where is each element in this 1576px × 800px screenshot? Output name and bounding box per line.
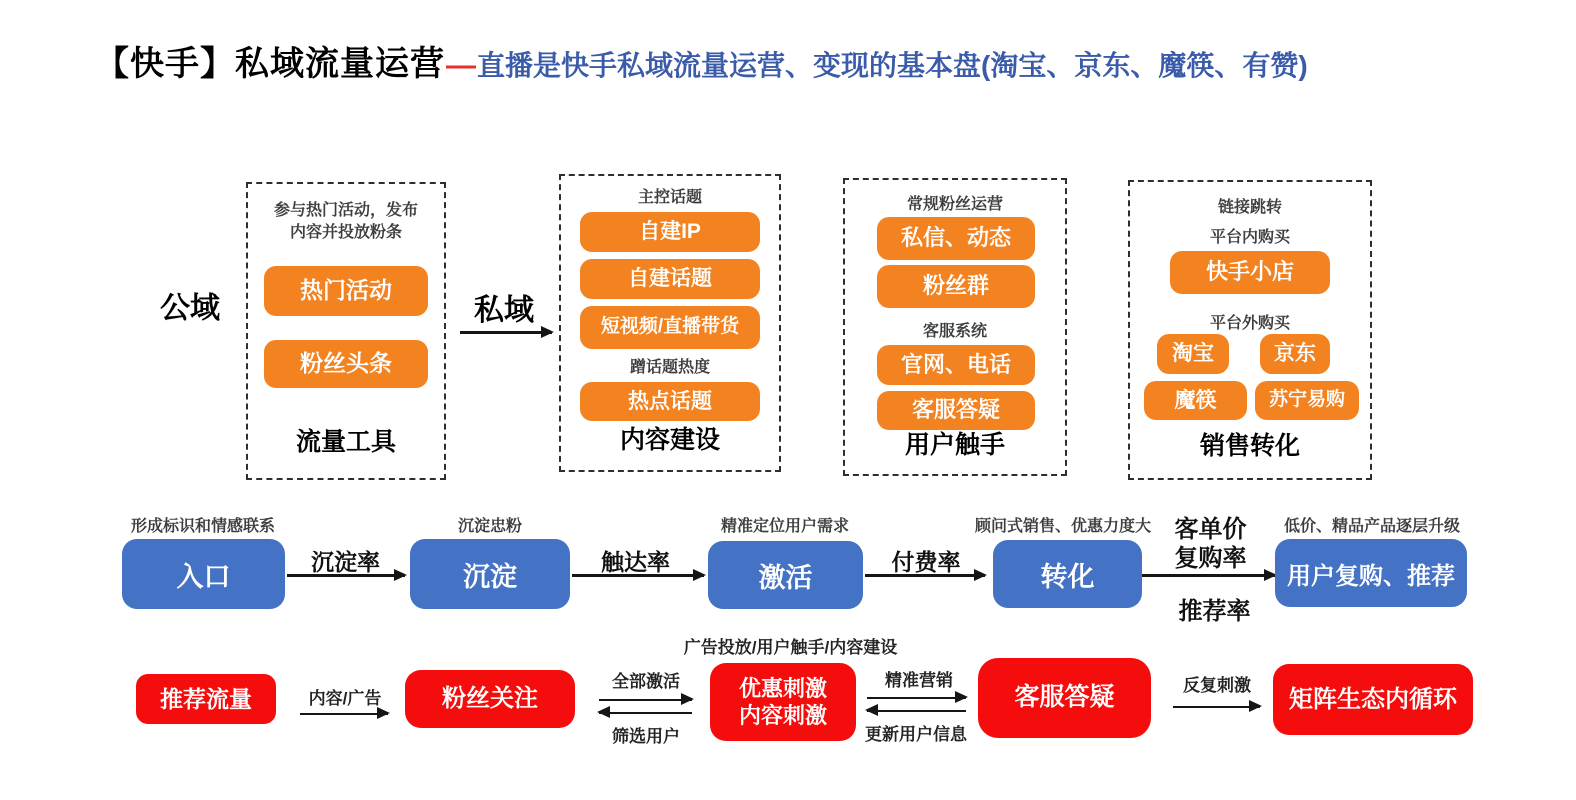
rate-retention: 沉淀率 <box>311 549 380 575</box>
title-dash: — <box>446 49 476 82</box>
label-precise-marketing: 精准营销 <box>885 671 953 690</box>
pill-cs-qa: 客服答疑 <box>877 391 1035 430</box>
funnel-caption-entry: 形成标识和情感联系 <box>130 518 275 535</box>
loop-caption: 广告投放/用户触手/内容建设 <box>683 638 898 657</box>
label-update-user-info: 更新用户信息 <box>865 725 967 744</box>
loop-arrow-1 <box>300 713 388 715</box>
pill-own-topic: 自建话题 <box>580 259 760 299</box>
stimulus-line-2: 内容刺激 <box>738 703 827 728</box>
loop-arrow-3-back <box>867 710 966 712</box>
user-touch-panel <box>843 178 1067 476</box>
rate-pay: 付费率 <box>891 549 961 575</box>
pill-dm-updates: 私信、动态 <box>877 217 1035 260</box>
label-activate-all: 全部激活 <box>612 672 680 691</box>
rate-reach: 触达率 <box>601 549 670 575</box>
link-jump-caption: 链接跳转 <box>1217 199 1282 216</box>
pill-fans-headline: 粉丝头条 <box>264 340 428 388</box>
private-domain-label: 私域 <box>474 294 534 327</box>
loop-stage-matrix-ecosystem: 矩阵生态内循环 <box>1273 664 1473 735</box>
pill-kuaishou-shop: 快手小店 <box>1170 251 1330 294</box>
loop-arrow-2-forward <box>599 699 692 701</box>
traffic-tools-caption <box>248 200 444 243</box>
public-to-private-arrow <box>460 331 552 334</box>
pill-shortvideo-live: 短视频/直播带货 <box>580 306 760 349</box>
rate-repurchase: 复购率 <box>1174 545 1247 572</box>
funnel-caption-settle: 沉淀忠粉 <box>457 518 522 535</box>
funnel-arrow-4 <box>1142 574 1275 577</box>
user-touch-footer: 用户触手 <box>904 431 1005 459</box>
loop-stage-recommend-traffic: 推荐流量 <box>136 674 276 724</box>
content-building-footer: 内容建设 <box>619 426 720 454</box>
funnel-stage-settle: 沉淀 <box>410 539 570 609</box>
funnel-caption-activate: 精准定位用户需求 <box>720 518 849 535</box>
loop-stage-stimulus <box>710 663 856 741</box>
public-domain-label: 公域 <box>160 292 220 325</box>
label-content-ads: 内容/广告 <box>308 689 382 708</box>
funnel-arrow-1 <box>287 574 405 577</box>
loop-stage-cs-qa: 客服答疑 <box>978 658 1151 738</box>
stimulus-line-1: 优惠刺激 <box>738 675 827 701</box>
label-filter-users: 筛选用户 <box>612 727 680 746</box>
title-main: 【快手】私域流量运营 <box>95 45 445 83</box>
pill-hot-activities: 热门活动 <box>264 266 428 316</box>
pill-jd: 京东 <box>1260 334 1330 374</box>
pill-taobao: 淘宝 <box>1157 334 1229 374</box>
funnel-stage-convert: 转化 <box>993 540 1142 608</box>
caption-line-1: 参与热门活动，发布 <box>273 202 418 219</box>
traffic-tools-footer: 流量工具 <box>295 428 396 456</box>
funnel-caption-convert: 顾问式销售、优惠力度大 <box>974 518 1151 535</box>
loop-arrow-3-forward <box>867 697 966 699</box>
pill-mokuai: 魔筷 <box>1144 381 1247 420</box>
pill-fans-group: 粉丝群 <box>877 265 1035 308</box>
main-topic-caption: 主控话题 <box>637 189 702 206</box>
funnel-stage-entry: 入口 <box>122 539 285 609</box>
loop-arrow-2-back <box>599 712 692 714</box>
pill-own-ip: 自建IP <box>580 212 760 252</box>
traffic-tools-panel <box>246 182 446 480</box>
caption-line-2: 内容并投放粉条 <box>289 223 402 241</box>
funnel-arrow-2 <box>572 574 704 577</box>
title-subtitle: 直播是快手私域流量运营、变现的基本盘(淘宝、京东、魔筷、有赞) <box>477 50 1308 81</box>
in-platform-caption: 平台内购买 <box>1209 229 1290 246</box>
loop-arrow-4 <box>1173 706 1260 708</box>
sales-conversion-panel <box>1128 180 1372 480</box>
fans-ops-caption: 常规粉丝运营 <box>906 196 1003 213</box>
funnel-arrow-3 <box>865 574 985 577</box>
rate-aov: 客单价 <box>1174 516 1247 543</box>
out-platform-caption: 平台外购买 <box>1209 315 1290 332</box>
rate-referral: 推荐率 <box>1178 598 1251 625</box>
funnel-stage-repurchase: 用户复购、推荐 <box>1275 539 1467 607</box>
cs-system-caption: 客服系统 <box>922 323 987 340</box>
content-building-panel <box>559 174 781 472</box>
trend-topic-caption: 蹭话题热度 <box>629 359 710 376</box>
funnel-stage-activate: 激活 <box>708 541 863 609</box>
loop-stage-fans-follow: 粉丝关注 <box>405 670 575 728</box>
sales-conversion-footer: 销售转化 <box>1199 432 1300 460</box>
label-repeat-stimulus: 反复刺激 <box>1183 676 1251 695</box>
funnel-caption-repurchase: 低价、精品产品逐层升级 <box>1283 518 1460 535</box>
page-title <box>95 36 1308 85</box>
pill-suning: 苏宁易购 <box>1255 381 1359 420</box>
pill-hot-topic: 热点话题 <box>580 382 760 421</box>
pill-website-phone: 官网、电话 <box>877 345 1035 385</box>
